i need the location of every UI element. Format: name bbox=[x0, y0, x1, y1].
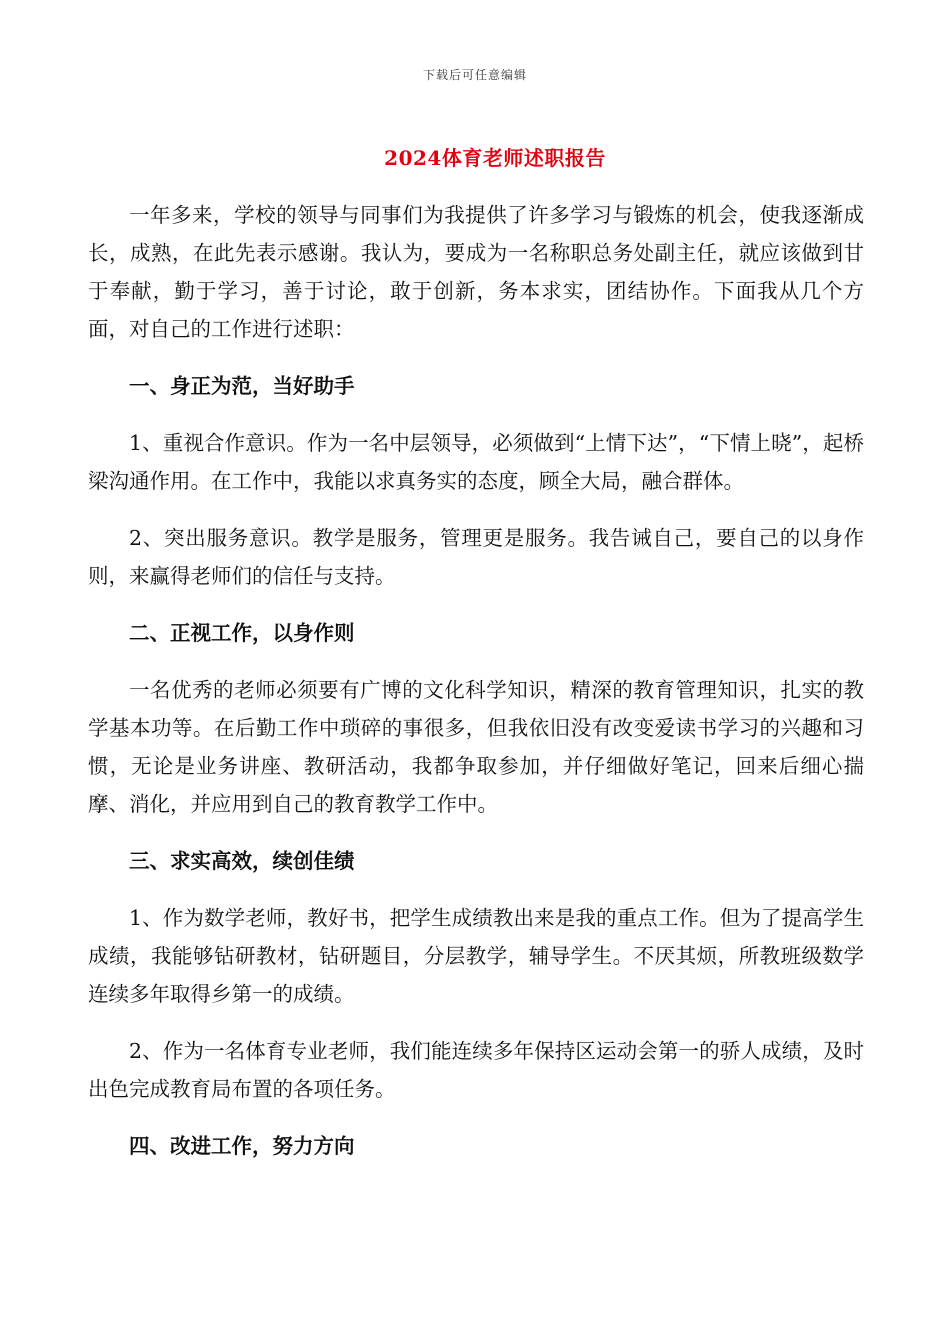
intro-paragraph: 一年多来，学校的领导与同事们为我提供了许多学习与锻炼的机会，使我逐渐成长，成熟，在此先表示感谢。我认为，要成为一名称职总务处副主任，就应该做到甘于奉献，勤于学习，善于讨论，敢于创新，务本求实，团结协作。下面我从几个方面，对自己的工作进行述职： bbox=[88, 203, 864, 341]
document-body bbox=[88, 196, 864, 1184]
section-2-paragraph-1: 一名优秀的老师必须要有广博的文化科学知识，精深的教育管理知识，扎实的教学基本功等。在后勤工作中琐碎的事很多，但我依旧没有改变爱读书学习的兴趣和习惯，无论是业务讲座、教研活动，我都争取参加，并仔细做好笔记，回来后细心揣摩、消化，并应用到自己的教育教学工作中。 bbox=[88, 678, 864, 816]
section-1-heading: 一、身正为范，当好助手 bbox=[129, 374, 355, 398]
document-title: 2024体育老师述职报告 bbox=[384, 146, 606, 170]
section-4-heading: 四、改进工作，努力方向 bbox=[129, 1134, 355, 1158]
section-2-heading: 二、正视工作，以身作则 bbox=[129, 621, 355, 645]
header-note: 下载后可任意编辑 bbox=[422, 68, 527, 82]
section-3-paragraph-1: 1、作为数学老师，教好书，把学生成绩教出来是我的重点工作。但为了提高学生成绩，我能够钻研教材，钻研题目，分层教学，辅导学生。不厌其烦，所教班级数学连续多年取得乡第一的成绩。 bbox=[88, 906, 864, 1006]
section-3-paragraph-2: 2、作为一名体育专业老师，我们能连续多年保持区运动会第一的骄人成绩，及时出色完成教育局布置的各项任务。 bbox=[88, 1039, 864, 1101]
section-3-heading: 三、求实高效，续创佳绩 bbox=[129, 849, 355, 873]
section-1-paragraph-2: 2、突出服务意识。教学是服务，管理更是服务。我告诫自己，要自己的以身作则，来赢得老师们的信任与支持。 bbox=[88, 526, 864, 588]
section-1-paragraph-1: 1、重视合作意识。作为一名中层领导，必须做到“上情下达”，“下情上晓”，起桥梁沟通作用。在工作中，我能以求真务实的态度，顾全大局，融合群体。 bbox=[88, 431, 864, 493]
